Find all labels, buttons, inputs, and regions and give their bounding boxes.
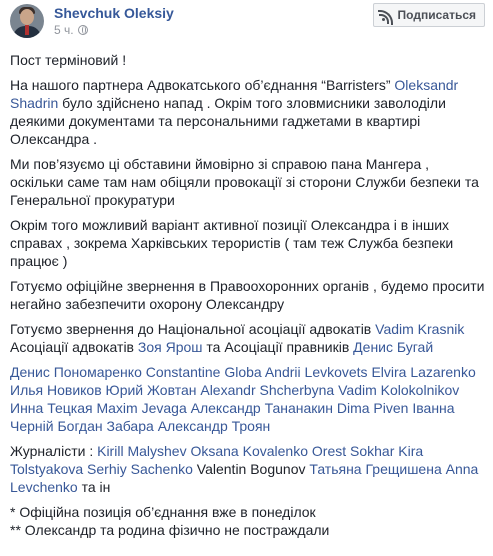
mention-link[interactable]: Александр Тананакин — [190, 400, 333, 416]
post-paragraph: Пост терміновий ! — [10, 52, 127, 68]
mention-link[interactable]: Инна Тецкая — [10, 400, 93, 416]
mention-link[interactable]: Vadim Krasnik — [375, 321, 465, 337]
text-span: Журналісти : — [10, 443, 98, 459]
mention-link[interactable]: Constantine Globa — [145, 364, 262, 380]
post-note: * Офіційна позиція об’єднання вже в понеділок — [10, 504, 316, 520]
mention-link[interactable]: Илья Новиков — [10, 382, 102, 398]
text-span: та ін — [77, 479, 111, 495]
journalists-paragraph — [10, 442, 485, 496]
mention-link[interactable]: Юрий Жовтан — [105, 382, 197, 398]
mention-link[interactable]: Татьяна Грещишена — [309, 461, 442, 477]
mention-link[interactable]: Денис Бугай — [353, 339, 434, 355]
mention-link[interactable]: Maxim Jevaga — [96, 400, 187, 416]
mention-link[interactable]: Serhiy Sachenko — [87, 461, 193, 477]
mentions-paragraph — [10, 363, 485, 435]
post-paragraph — [10, 320, 485, 356]
post-body — [10, 51, 485, 539]
mention-link[interactable]: Kira Tolstyakova — [10, 443, 424, 477]
post-paragraph: Ми пов’язуємо ці обставини ймовірно зі справою пана Мангера , оскільки саме там нам обіцяли провокації зі сторони Служби безпеки та Генеральної прокуратури — [10, 156, 479, 208]
mention-link[interactable]: Dima Piven — [336, 400, 409, 416]
follow-label: Подписаться — [397, 8, 476, 22]
avatar[interactable] — [10, 4, 44, 38]
text-span: Асоціації адвокатів — [10, 339, 138, 355]
mention-link[interactable]: Andrii Levkovets — [264, 364, 368, 380]
mention-link[interactable]: Oksana Kovalenko — [190, 443, 308, 459]
mention-link[interactable]: Elvira Lazarenko — [371, 364, 476, 380]
mention-link[interactable]: Kirill Malyshev — [97, 443, 187, 459]
mention-link[interactable]: Vadim Kolokolnikov — [338, 382, 460, 398]
post-meta — [54, 23, 88, 37]
post-time[interactable]: 5 ч. — [54, 23, 74, 37]
mention-link[interactable]: Богдан Забара — [57, 418, 154, 434]
text-span: На нашого партнера Адвокатського об’єднання “Barristers” — [10, 77, 395, 93]
post-header — [10, 0, 485, 44]
follow-button[interactable] — [373, 3, 485, 27]
text-span: було здійснено напад . Окрім того зловмисники заволоділи деякими документами та персональними гаджетами в квартирі Олександра . — [10, 95, 446, 147]
post-paragraph: Готуємо офіційне звернення в Правоохоронних органів , будемо просити негайно забезпечити охорону Олександру — [10, 278, 485, 312]
mention-link[interactable]: Денис Пономаренко — [10, 364, 142, 380]
author-name[interactable]: Shevchuk Oleksiy — [54, 5, 174, 21]
mention-link[interactable]: Oleksandr Shadrin — [10, 77, 459, 111]
text-span: та Асоціації правників — [202, 339, 354, 355]
post-paragraph — [10, 76, 485, 148]
mention-link[interactable]: Александр Троян — [157, 418, 271, 434]
text-span: Готуємо звернення до Національної асоціації адвокатів — [10, 321, 376, 337]
mention-link[interactable]: Anna Levchenko — [10, 461, 479, 495]
globe-icon — [78, 25, 88, 35]
rss-icon — [382, 10, 393, 21]
text-span: Valentin Bogunov — [192, 461, 310, 477]
mention-link[interactable]: Alexandr Shcherbyna — [200, 382, 335, 398]
mention-link[interactable]: Іванна Черній — [10, 400, 455, 434]
mention-link[interactable]: Orest Sokhar — [311, 443, 395, 459]
mention-link[interactable]: Зоя Ярош — [137, 339, 203, 355]
post-paragraph: Окрім того можливий варіант активної позиції Олександра і в інших справах , зокрема Харківських терористів ( там теж Служба безпеки працює ) — [10, 217, 454, 269]
post-note: ** Олександр та родина фізично не постраждали — [10, 522, 330, 538]
